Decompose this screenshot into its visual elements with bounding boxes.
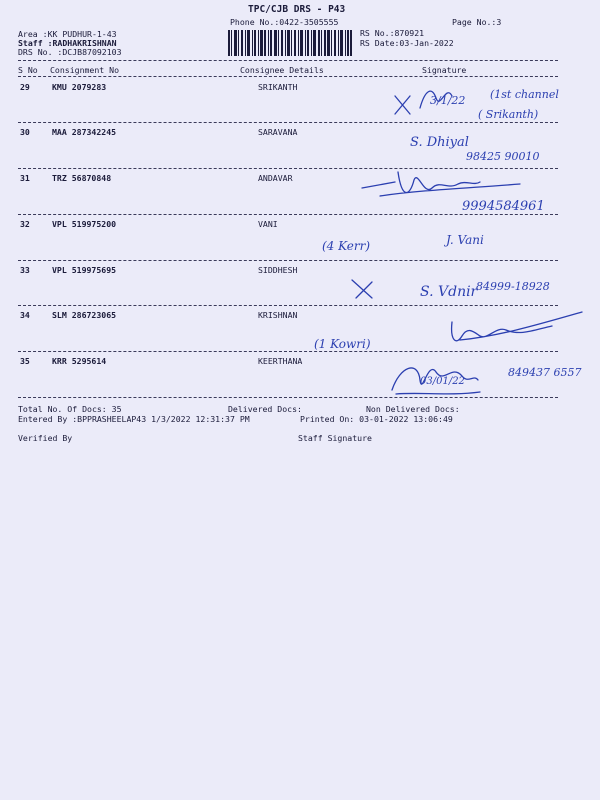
column-header-sno: S No — [18, 65, 38, 75]
row-consignment-no: VPL 519975200 — [52, 219, 117, 229]
handwritten-signature: J. Vani — [446, 233, 484, 247]
row-consignee: SARAVANA — [258, 127, 298, 137]
row-consignee: VANI — [258, 219, 278, 229]
row-consignment-no: KRR 5295614 — [52, 356, 107, 366]
drs-number: DRS No. :DCJB87092103 — [18, 47, 122, 57]
row-consignee: KEERTHANA — [258, 356, 303, 366]
rs-date: RS Date:03-Jan-2022 — [360, 38, 454, 48]
handwritten-phone: 84999-18928 — [476, 280, 550, 293]
row-sno: 30 — [20, 127, 30, 137]
area-label: Area :KK PUDHUR-1-43 — [18, 29, 117, 39]
document-title: TPC/CJB DRS - P43 — [248, 4, 346, 15]
handwritten-note: (1st channel — [490, 88, 559, 101]
page-number: Page No.:3 — [452, 17, 502, 27]
handwritten-note: (4 Kerr) — [322, 239, 371, 253]
phone-number: Phone No.:0422-3505555 — [230, 17, 339, 27]
signature-scribble — [392, 368, 480, 394]
row-divider — [18, 351, 558, 352]
handwritten-name: ( Srikanth) — [478, 108, 539, 121]
handwritten-date: 03/01/22 — [420, 376, 465, 387]
row-consignment-no: TRZ 56870848 — [52, 173, 112, 183]
column-header-signature: Signature — [422, 65, 467, 75]
row-consignee: KRISHNAN — [258, 310, 298, 320]
row-consignee: SIDDHESH — [258, 265, 298, 275]
column-header-consignee: Consignee Details — [240, 65, 324, 75]
handwritten-date: 3/1/22 — [430, 94, 466, 107]
handwritten-signature: S. Vdnir — [420, 284, 478, 300]
row-sno: 33 — [20, 265, 30, 275]
handwritten-phone: 98425 90010 — [466, 150, 540, 163]
divider — [18, 76, 558, 77]
row-sno: 34 — [20, 310, 30, 320]
verified-by-label: Verified By — [18, 433, 73, 443]
cross-mark — [395, 96, 410, 114]
row-divider — [18, 168, 558, 169]
handwritten-signature: S. Dhiyal — [410, 135, 469, 150]
row-sno: 32 — [20, 219, 30, 229]
row-consignment-no: SLM 286723065 — [52, 310, 117, 320]
row-consignment-no: MAA 287342245 — [52, 127, 117, 137]
row-divider — [18, 122, 558, 123]
signature-scribble — [420, 91, 452, 108]
row-consignment-no: VPL 519975695 — [52, 265, 117, 275]
non-delivered-docs: Non Delivered Docs: — [366, 404, 460, 414]
row-divider — [18, 260, 558, 261]
staff-signature-label: Staff Signature — [298, 433, 372, 443]
handwritten-phone: 9994584961 — [462, 199, 545, 214]
row-divider — [18, 214, 558, 215]
signature-scribble — [452, 312, 582, 341]
column-header-consignment: Consignment No — [50, 65, 120, 75]
row-consignment-no: KMU 2079283 — [52, 82, 107, 92]
row-divider — [18, 305, 558, 306]
signature-scribble — [362, 172, 520, 196]
printed-on: Printed On: 03-01-2022 13:06:49 — [300, 414, 453, 424]
row-consignee: ANDAVAR — [258, 173, 293, 183]
staff-label: Staff :RADHAKRISHNAN — [18, 38, 117, 48]
row-sno: 35 — [20, 356, 30, 366]
delivered-docs: Delivered Docs: — [228, 404, 302, 414]
row-sno: 29 — [20, 82, 30, 92]
rs-number: RS No.:870921 — [360, 28, 425, 38]
handwritten-phone: 849437 6557 — [508, 366, 582, 379]
cross-mark — [352, 280, 372, 298]
barcode — [228, 30, 352, 56]
total-docs: Total No. Of Docs: 35 — [18, 404, 122, 414]
row-divider — [18, 397, 558, 398]
row-sno: 31 — [20, 173, 30, 183]
row-consignee: SRIKANTH — [258, 82, 298, 92]
divider — [18, 60, 558, 61]
handwritten-note: (1 Kowri) — [314, 337, 371, 351]
entered-by: Entered By :BPPRASHEELAP43 1/3/2022 12:31:37 PM — [18, 414, 250, 424]
